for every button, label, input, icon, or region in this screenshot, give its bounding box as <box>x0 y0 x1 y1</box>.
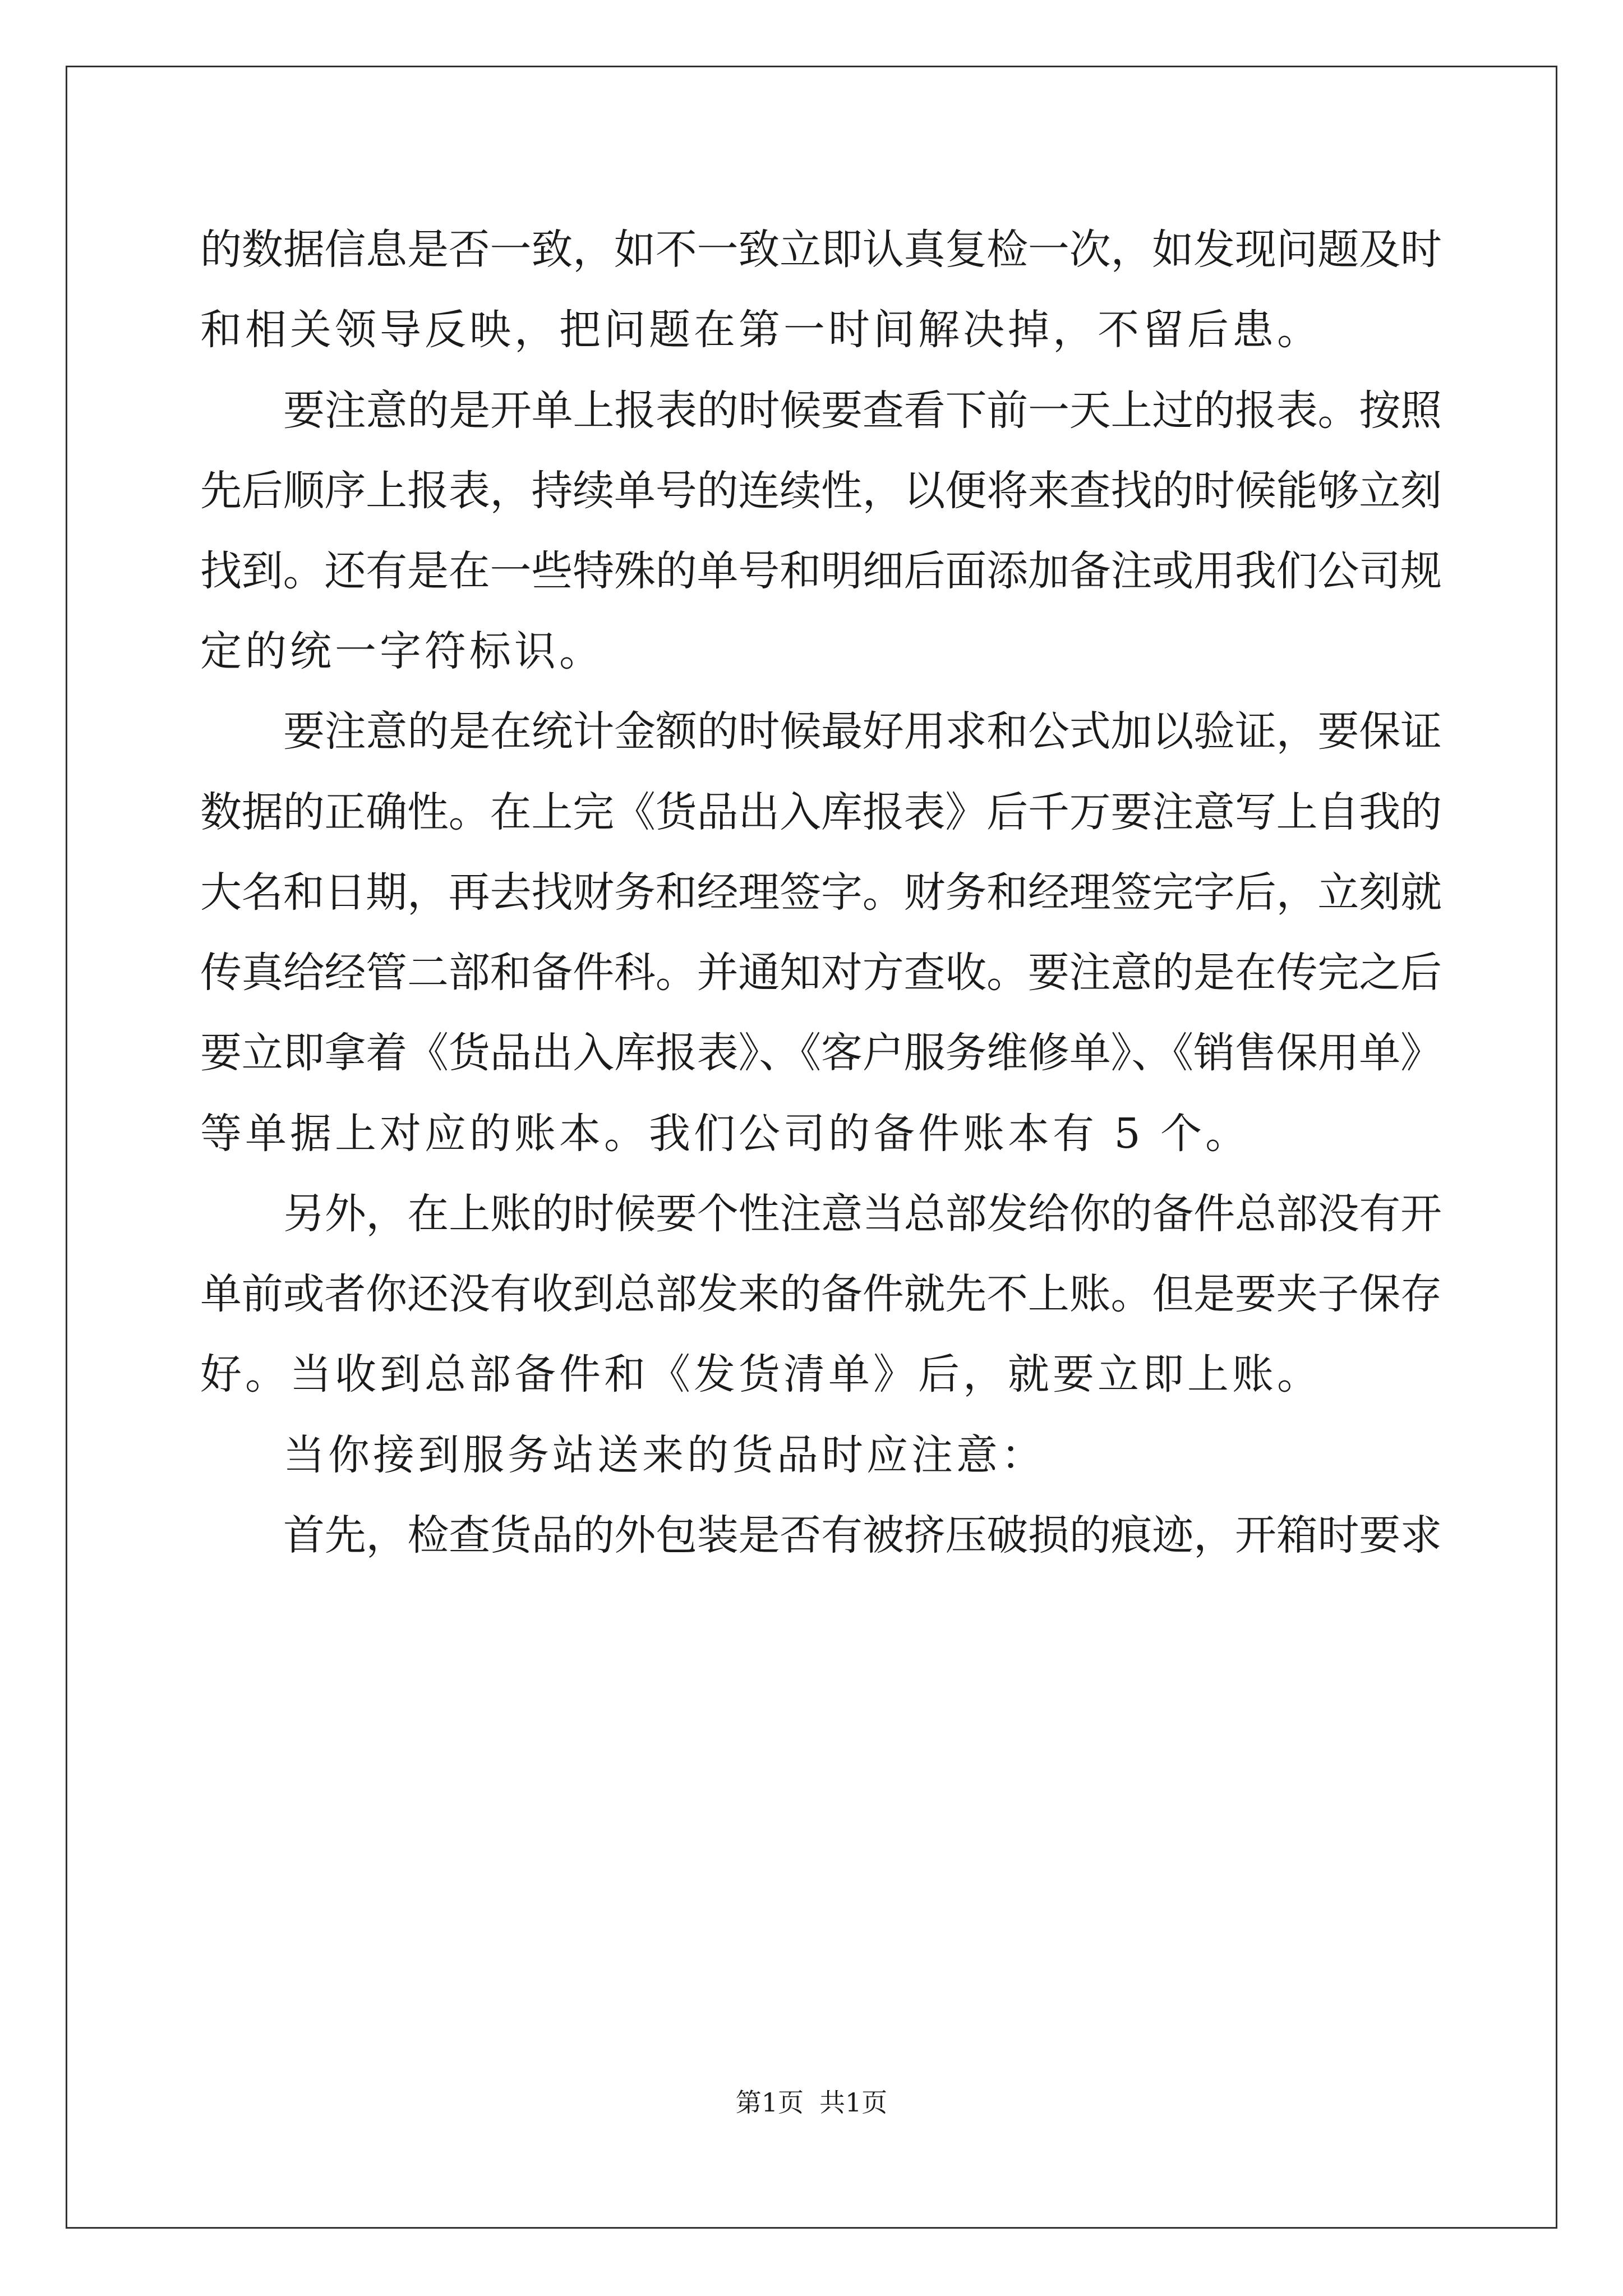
text-line: 要立即拿着《货品出入库报表》、《客户服务维修单》、《销售保用单》 <box>200 1029 1442 1077</box>
text-line: 当你接到服务站送来的货品时应注意： <box>283 1431 1046 1479</box>
text-line: 先后顺序上报表，持续单号的连续性，以便将来查找的时候能够立刻 <box>200 467 1442 515</box>
text-line: 找到。还有是在一些特殊的单号和明细后面添加备注或用我们公司规 <box>200 547 1442 595</box>
text-line: 等单据上对应的账本。我们公司的备件账本有 5 个。 <box>200 1110 1251 1158</box>
page-number: 第1页 <box>735 2087 804 2118</box>
page-footer <box>0 2086 1623 2119</box>
page-total: 共1页 <box>819 2087 888 2118</box>
text-line: 单前或者你还没有收到总部发来的备件就先不上账。但是要夹子保存 <box>200 1270 1442 1318</box>
text-line: 传真给经管二部和备件科。并通知对方查收。要注意的是在传完之后 <box>200 949 1442 997</box>
text-line: 首先，检查货品的外包装是否有被挤压破损的痕迹，开箱时要求 <box>283 1511 1442 1559</box>
text-line: 要注意的是在统计金额的时候最好用求和公式加以验证，要保证 <box>283 707 1442 756</box>
text-line: 的数据信息是否一致，如不一致立即认真复检一次，如发现问题及时 <box>200 226 1442 274</box>
text-line: 要注意的是开单上报表的时候要查看下前一天上过的报表。按照 <box>283 386 1442 435</box>
text-line: 定的统一字符标识。 <box>200 627 604 675</box>
text-line: 另外，在上账的时候要个性注意当总部发给你的备件总部没有开 <box>283 1190 1442 1238</box>
text-line: 好。当收到总部备件和《发货清单》后，就要立即上账。 <box>200 1350 1322 1398</box>
text-line: 数据的正确性。在上完《货品出入库报表》后千万要注意写上自我的 <box>200 788 1442 836</box>
text-line: 和相关领导反映，把问题在第一时间解决掉，不留后患。 <box>200 306 1322 354</box>
text-line: 大名和日期，再去找财务和经理签字。财务和经理签完字后，立刻就 <box>200 868 1442 917</box>
